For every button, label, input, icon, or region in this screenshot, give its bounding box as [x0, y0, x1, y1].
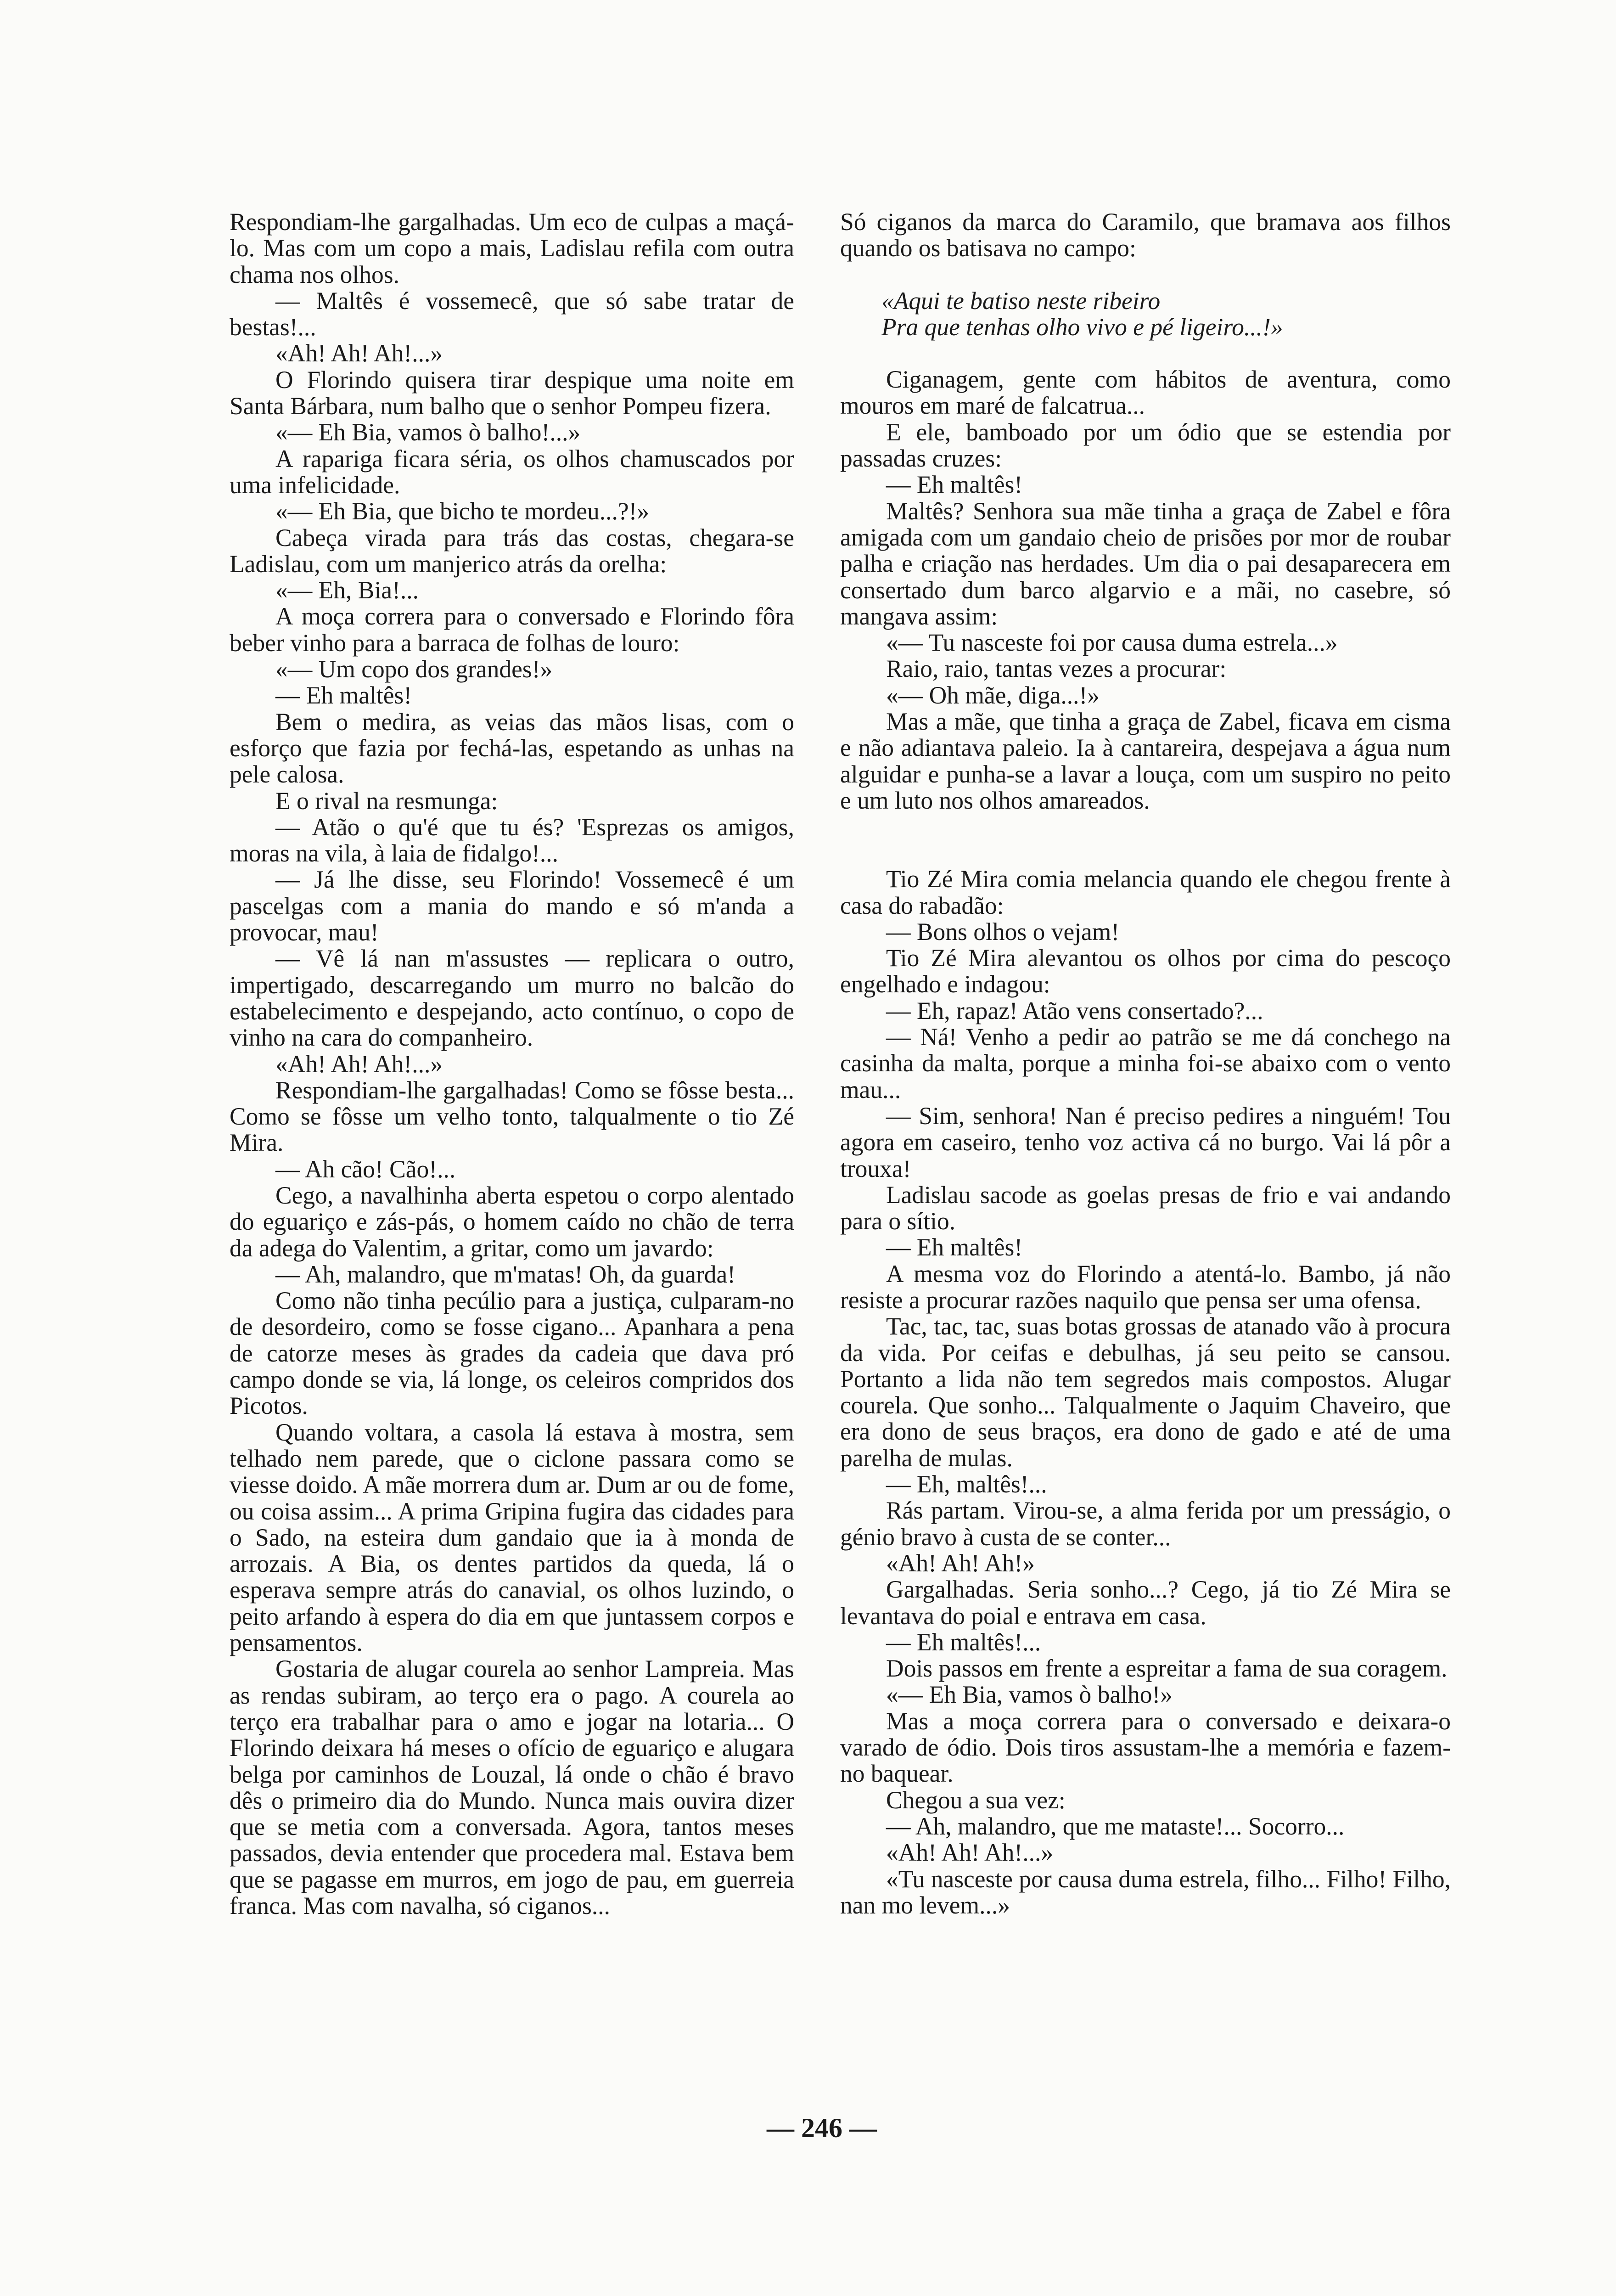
page-number: — 246 —	[767, 2113, 877, 2143]
paragraph: — Bons olhos o vejam!	[886, 917, 1120, 945]
paragraph: Ladislau sacode as goelas presas de frio e vai andando para o sítio.	[840, 1181, 1451, 1235]
paragraph: Mas a moça correra para o conversado e deixara-o varado de ódio. Dois tiros assustam-lhe a memória e fazem-no baquear.	[840, 1707, 1451, 1788]
paragraph: Como não tinha pecúlio para a justiça, culparam-no de desordeiro, como se fosse cigano... Apanhara a pena de catorze meses às grades da cadeia que dava pró campo donde se via, lá longe, os celeiros compridos dos Picotos.	[230, 1287, 794, 1420]
paragraph: — Eh maltês!...	[886, 1628, 1041, 1656]
paragraph: Gostaria de alugar courela ao senhor Lampreia. Mas as rendas subiram, ao terço era o pago. A courela ao terço era trabalhar para o amo e jogar na lotaria... O Florindo deixara há meses o ofício de eguariço e alugara belga por caminhos de Louzal, lá onde o chão é bravo dês o primeiro dia do Mundo. Nunca mais ouvira dizer que se metia com a conversada. Agora, tantos meses passados, devia entender que procedera mal. Estava bem que se pagasse em murros, em jogo de pau, em guerreia franca. Mas com navalha, só ciganos...	[230, 1655, 794, 1919]
paragraph: «— Um copo dos grandes!»	[275, 655, 553, 683]
paragraph: Chegou a sua vez:	[886, 1786, 1066, 1814]
paragraph: — Ah cão! Cão!...	[275, 1155, 456, 1183]
paragraph: «Ah! Ah! Ah!...»	[275, 1050, 443, 1078]
paragraph: «— Eh Bia, vamos ò balho!»	[886, 1681, 1173, 1709]
paragraph: Cego, a navalhinha aberta espetou o corpo alentado do eguariço e zás-pás, o homem caído no chão de terra da adega do Valentim, a gritar, como um javardo:	[230, 1181, 794, 1262]
paragraph: — Eh, rapaz! Atão vens consertado?...	[886, 996, 1263, 1024]
paragraph: Mas a mãe, que tinha a graça de Zabel, ficava em cisma e não adiantava paleio. Ia à cantareira, despejava a água num alguidar e punha-se a lavar a louça, com um suspiro no peito e um luto nos olhos amareados.	[840, 708, 1451, 814]
paragraph: — Eh, maltês!...	[886, 1470, 1047, 1498]
paragraph: Quando voltara, a casola lá estava à mostra, sem telhado nem parede, que o ciclone passara como se viesse doido. A mãe morrera dum ar. Dum ar ou de fome, ou coisa assim... A prima Gripina fugira das cidades para o Sado, na esteira dum gandaio que ia à monda de arrozais. A Bia, os dentes partidos da queda, lá o esperava sempre atrás do canavial, os olhos luzindo, o peito arfando à espera do dia em que juntassem corpos e pensamentos.	[230, 1418, 794, 1657]
paragraph: Maltês? Senhora sua mãe tinha a graça de Zabel e fôra amigada com um gandaio cheio de prisões por mor de roubar palha e criação nas herdades. Um dia o pai desaparecera em consertado dum barco algarvio e a mãi, no casebre, só mangava assim:	[840, 497, 1451, 630]
paragraph: «Ah! Ah! Ah!...»	[886, 1839, 1054, 1867]
paragraph: «Tu nasceste por causa duma estrela, filho... Filho! Filho, nan mo levem...»	[840, 1865, 1451, 1919]
paragraph: Respondiam-lhe gargalhadas! Como se fôsse besta... Como se fôsse um velho tonto, talqualmente o tio Zé Mira.	[230, 1076, 794, 1157]
paragraph: — Eh maltês!	[886, 1233, 1023, 1261]
verse-line: Pra que tenhas olho vivo e pé ligeiro...!»	[881, 313, 1283, 341]
paragraph: «— Oh mãe, diga...!»	[886, 681, 1100, 709]
paragraph: — Eh maltês!	[886, 471, 1023, 499]
paragraph: Tac, tac, tac, suas botas grossas de atanado vão à procura da vida. Por ceifas e debulhas, já seu peito se cansou. Portanto a lida não tem segredos mais compostos. Alugar courela. Que sonho... Talqualmente o Jaquim Chaveiro, que era dono de seus braços, era dono de gado e até de uma parelha de mulas.	[840, 1312, 1451, 1472]
paragraph: Só ciganos da marca do Caramilo, que bramava aos filhos quando os batisava no campo:	[840, 208, 1451, 262]
paragraph: — Sim, senhora! Nan é preciso pedires a ninguém! Tou agora em caseiro, tenho voz activa cá no burgo. Vai lá pôr a trouxa!	[840, 1102, 1451, 1182]
paragraph: O Florindo quisera tirar despique uma noite em Santa Bárbara, num balho que o senhor Pompeu fizera.	[230, 366, 794, 420]
paragraph: Rás partam. Virou-se, a alma ferida por um presságio, o génio bravo à custa de se conter...	[840, 1497, 1451, 1551]
paragraph: A mesma voz do Florindo a atentá-lo. Bambo, já não resiste a procurar razões naquilo que pensa ser uma ofensa.	[840, 1260, 1451, 1314]
paragraph: E o rival na resmunga:	[275, 787, 498, 815]
paragraph: «— Eh Bia, que bicho te mordeu...?!»	[275, 497, 650, 525]
paragraph: — Atão o qu'é que tu és? 'Esprezas os amigos, moras na vila, à laia de fidalgo!...	[230, 813, 794, 867]
paragraph: «— Tu nasceste foi por causa duma estrela...»	[886, 629, 1338, 657]
paragraph: «Ah! Ah! Ah!»	[886, 1549, 1035, 1577]
paragraph: Raio, raio, tantas vezes a procurar:	[886, 655, 1227, 683]
left-column	[230, 209, 794, 1919]
paragraph: Cabeça virada para trás das costas, chegara-se Ladislau, com um manjerico atrás da orelha:	[230, 523, 794, 578]
paragraph: — Já lhe disse, seu Florindo! Vossemecê é um pascelgas com a mania do mando e só m'anda a provocar, mau!	[230, 866, 794, 946]
paragraph: «Ah! Ah! Ah!...»	[275, 339, 443, 367]
paragraph: A rapariga ficara séria, os olhos chamuscados por uma infelicidade.	[230, 445, 794, 499]
paragraph: A moça correra para o conversado e Florindo fôra beber vinho para a barraca de folhas de louro:	[230, 602, 794, 657]
paragraph: Dois passos em frente a espreitar a fama de sua coragem.	[886, 1654, 1448, 1683]
paragraph: Gargalhadas. Seria sonho...? Cego, já tio Zé Mira se levantava do poial e entrava em casa.	[840, 1576, 1451, 1630]
right-column	[840, 209, 1451, 1919]
paragraph: Tio Zé Mira alevantou os olhos por cima do pescoço engelhado e indagou:	[840, 944, 1451, 998]
paragraph: «— Eh Bia, vamos ò balho!...»	[275, 418, 581, 446]
paragraph: — Vê lá nan m'assustes — replicara o outro, impertigado, descarregando um murro no balcão do estabelecimento e despejando, acto contínuo, o copo de vinho na cara do companheiro.	[230, 945, 794, 1052]
paragraph: — Maltês é vossemecê, que só sabe tratar de bestas!...	[230, 287, 794, 341]
paragraph: — Ná! Venho a pedir ao patrão se me dá conchego na casinha da malta, porque a minha foi-se abaixo com o vento mau...	[840, 1023, 1451, 1103]
verse-line: «Aqui te batiso neste ribeiro	[881, 287, 1161, 315]
paragraph: Ciganagem, gente com hábitos de aventura, como mouros em maré de falcatrua...	[840, 366, 1451, 420]
paragraph: Tio Zé Mira comia melancia quando ele chegou frente à casa do rabadão:	[840, 865, 1451, 919]
paragraph: — Ah, malandro, que me mataste!... Socorro...	[886, 1812, 1345, 1840]
paragraph: Respondiam-lhe gargalhadas. Um eco de culpas a maçá-lo. Mas com um copo a mais, Ladislau refila com outra chama nos olhos.	[230, 208, 794, 288]
paragraph: — Ah, malandro, que m'matas! Oh, da guarda!	[275, 1260, 736, 1288]
paragraph: «— Eh, Bia!...	[275, 576, 419, 604]
paragraph: Bem o medira, as veias das mãos lisas, com o esforço que fazia por fechá-las, espetando as unhas na pele calosa.	[230, 708, 794, 788]
paragraph: E ele, bamboado por um ódio que se estendia por passadas cruzes:	[840, 418, 1451, 473]
paragraph: — Eh maltês!	[275, 681, 412, 709]
